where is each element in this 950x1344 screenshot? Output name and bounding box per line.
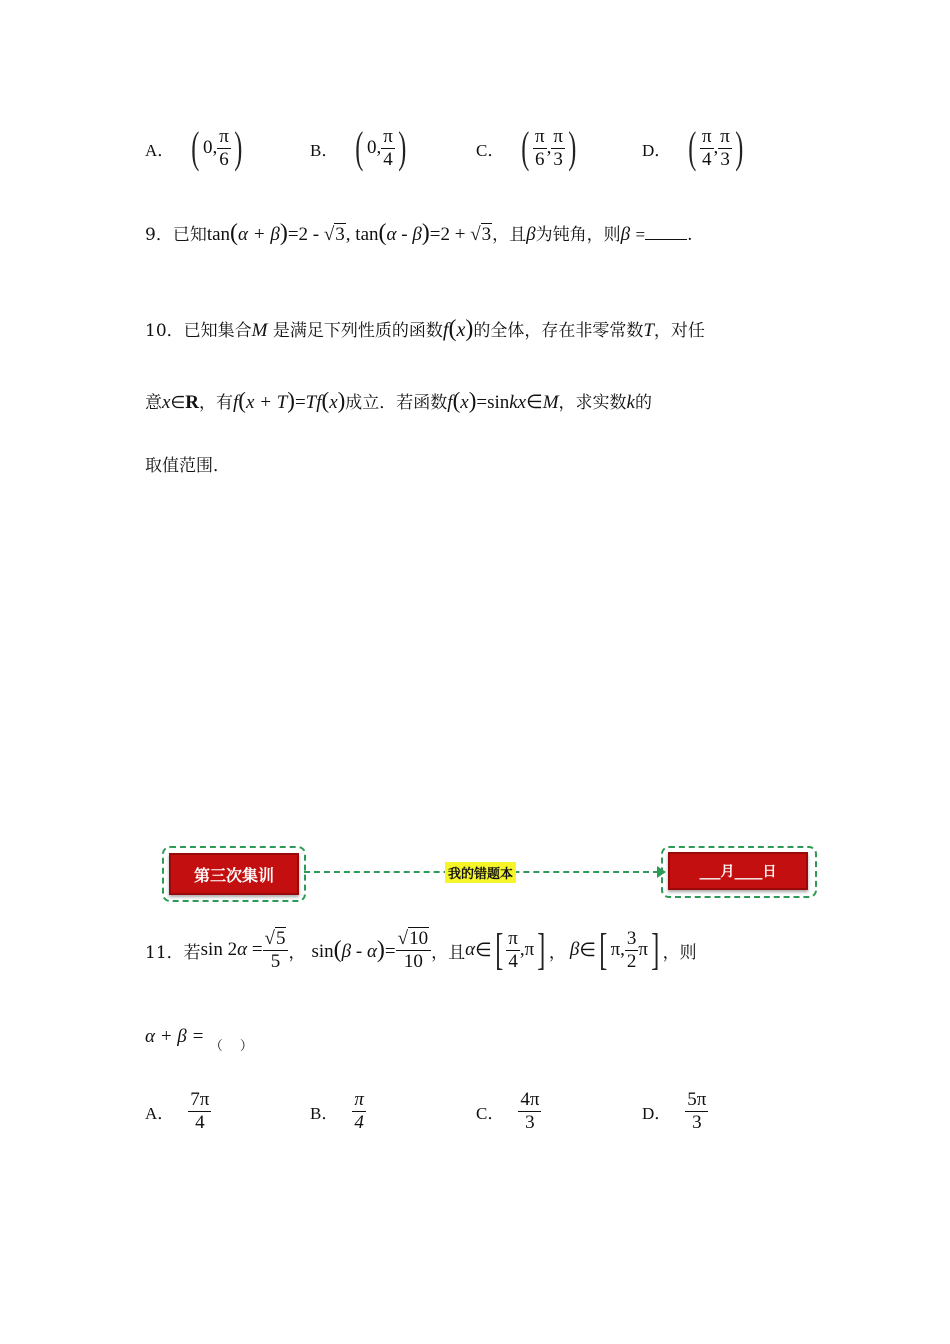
fraction: $\frac{\pi}{3}$: [720, 125, 730, 170]
fraction: $\frac{√10}{10}$: [396, 929, 431, 972]
q8-option-d: D． ( $\frac{\pi}{4}$ , $\frac{\pi}{3}$ ): [642, 123, 744, 172]
question-11-line-1: 11．若 sin 2α = $\frac{√5}{5}$ ， sin(β - α)= $\frac{√10}{10}$ ，且 α ∈ [ $\frac{\pi}{4}$ ,π ] ， β ∈ [ π, $\frac{3}{2}$ π ] ，则: [145, 925, 697, 974]
option-label: A．: [145, 140, 175, 160]
banner-middle-label: 我的错题本: [445, 862, 516, 883]
q11-option-c: [476, 1090, 541, 1133]
q11-option-b: [310, 1090, 366, 1133]
fraction: $\frac{\pi}{3}$: [553, 125, 563, 170]
option-label: B．: [310, 1103, 339, 1123]
q11-option-d: [642, 1090, 708, 1133]
option-label: C．: [476, 1103, 505, 1123]
fraction: $\frac{\pi}{4}$: [508, 927, 518, 972]
option-label: D．: [642, 140, 672, 160]
fraction: $\frac{5\pi}{3}$: [687, 1089, 707, 1133]
option-label: D．: [642, 1103, 672, 1123]
fraction: $\frac{4\pi}{3}$: [520, 1089, 540, 1133]
banner-date-label: ___月____日: [668, 852, 808, 890]
q8-option-a: A． ( 0, $\frac{\pi}{6}$ ): [145, 123, 243, 172]
q9-expr-1: tan(α + β)=2 - √3, tan(α - β)=2 + √3: [206, 220, 492, 246]
fraction: $\frac{\pi}{4}$: [701, 125, 712, 170]
fraction: $\frac{3}{2}$: [626, 927, 637, 972]
option-label: B．: [310, 140, 339, 160]
q8-option-b: B． ( 0, $\frac{\pi}{4}$ ): [310, 123, 407, 172]
fraction: $\frac{√5}{5}$: [263, 929, 289, 972]
question-10-line-3: 取值范围．: [145, 456, 230, 476]
question-11-line-2: α + β = $_{( )}$: [145, 1026, 253, 1054]
option-label: A．: [145, 1103, 175, 1123]
option-label: C．: [476, 140, 505, 160]
question-10-line-2: 意x∈R，有f(x + T)=Tf(x)成立．若函数f(x)=sinkx∈M，求实数k的: [145, 388, 652, 413]
fraction: $\frac{\pi}{6}$: [535, 125, 545, 170]
fraction: $\frac{\pi}{4}$: [354, 1089, 364, 1133]
fraction: $\frac{7\pi}{4}$: [190, 1089, 210, 1133]
question-10-line-1: 10．已知集合M 是满足下列性质的函数f(x)的全体，存在非零常数T，对任: [145, 316, 705, 342]
fraction: $\frac{\pi}{4}$: [383, 125, 393, 170]
fraction: $\frac{\pi}{6}$: [219, 125, 229, 170]
answer-blank: [645, 225, 687, 240]
question-9: 9．已知tan(α + β)=2 - √3, tan(α - β)=2 + √3，且β为钝角，则β = .: [145, 220, 693, 246]
q8-option-c: C． ( $\frac{\pi}{6}$ , $\frac{\pi}{3}$ ): [476, 123, 577, 172]
q11-option-a: [145, 1090, 211, 1133]
banner-left-label: 第三次集训: [169, 853, 299, 895]
